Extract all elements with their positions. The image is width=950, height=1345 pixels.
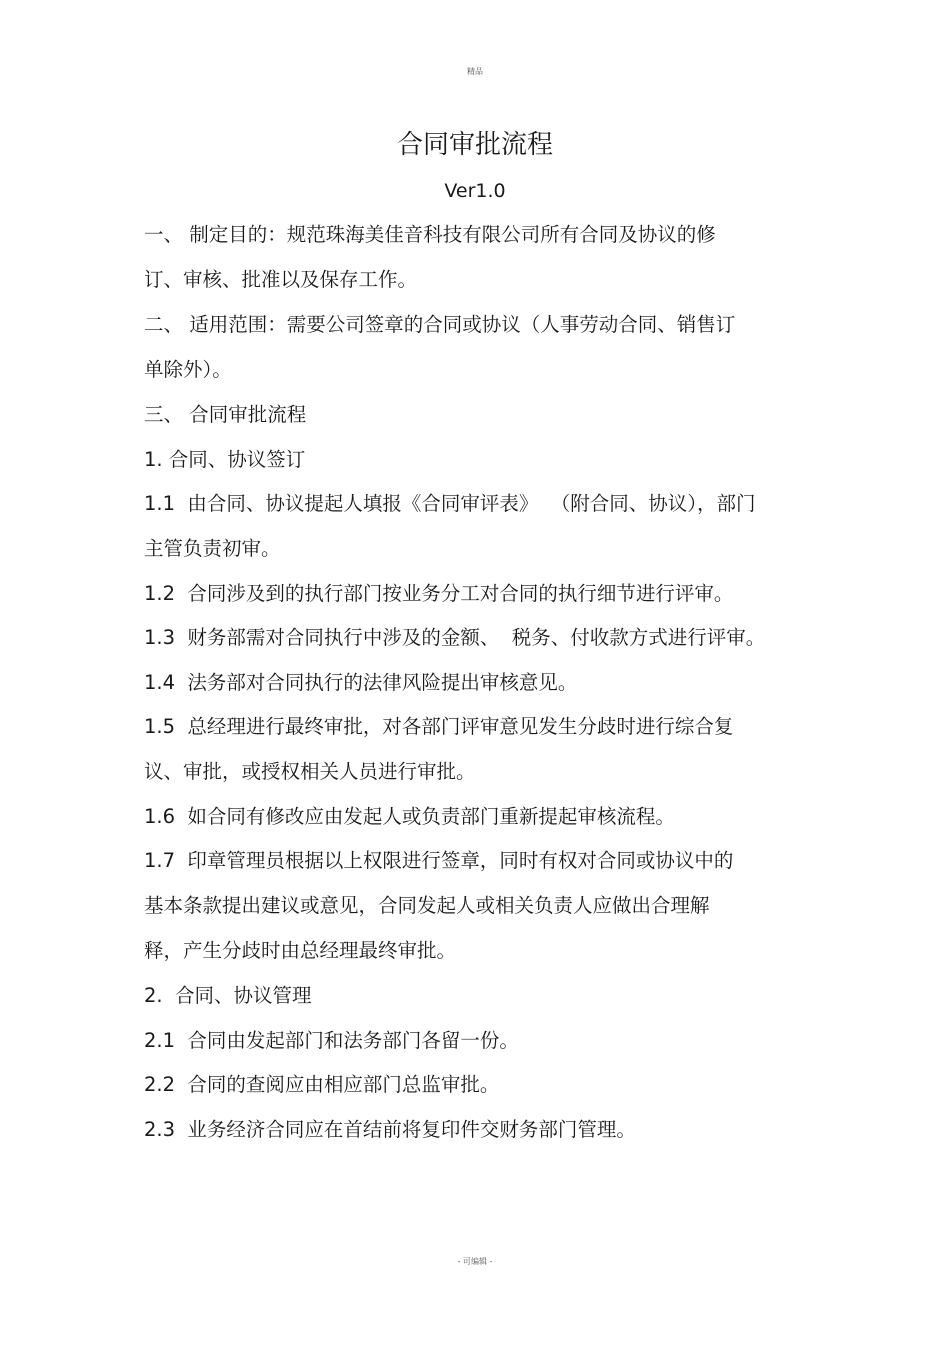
body-line: 2.3 业务经济合同应在首结前将复印件交财务部门管理。 <box>144 1118 636 1141</box>
body-line: 2.1 合同由发起部门和法务部门各留一份。 <box>144 1029 519 1052</box>
body-line: 主管负责初审。 <box>144 537 281 560</box>
body-line: 2.2 合同的查阅应由相应部门总监审批。 <box>144 1073 500 1096</box>
footer-mark: - 可编辑 - <box>457 1257 493 1266</box>
body-line: 议、审批，或授权相关人员进行审批。 <box>144 760 476 783</box>
body-line: 一、 制定目的：规范珠海美佳音科技有限公司所有合同及协议的修 <box>144 223 716 246</box>
body-line: 释，产生分歧时由总经理最终审批。 <box>144 939 457 962</box>
subsection-heading: 2. 合同、协议管理 <box>144 984 312 1007</box>
body-line: 1.7 印章管理员根据以上权限进行签章，同时有权对合同或协议中的 <box>144 849 734 872</box>
body-line: 1.3 财务部需对合同执行中涉及的金额、 税务、付收款方式进行评审。 <box>144 626 766 649</box>
header-mark: 精品 <box>467 67 483 76</box>
document-version: Ver1.0 <box>444 180 506 202</box>
body-line: 1.4 法务部对合同执行的法律风险提出审核意见。 <box>144 671 578 694</box>
body-line: 1.1 由合同、协议提起人填报《合同审评表》 （附合同、协议），部门 <box>144 492 756 515</box>
document-title: 合同审批流程 <box>396 130 553 160</box>
body-line: 二、 适用范围：需要公司签章的合同或协议（人事劳动合同、销售订 <box>144 313 736 336</box>
section-heading: 三、 合同审批流程 <box>144 403 307 426</box>
body-line: 1.2 合同涉及到的执行部门按业务分工对合同的执行细节进行评审。 <box>144 582 734 605</box>
body-line: 单除外）。 <box>144 358 232 381</box>
body-line: 1.5 总经理进行最终审批，对各部门评审意见发生分歧时进行综合复 <box>144 715 734 738</box>
body-line: 基本条款提出建议或意见，合同发起人或相关负责人应做出合理解 <box>144 894 710 917</box>
body-line: 订、审核、批准以及保存工作。 <box>144 268 418 291</box>
body-line: 1.6 如合同有修改应由发起人或负责部门重新提起审核流程。 <box>144 805 675 828</box>
subsection-heading: 1. 合同、协议签订 <box>144 448 306 471</box>
